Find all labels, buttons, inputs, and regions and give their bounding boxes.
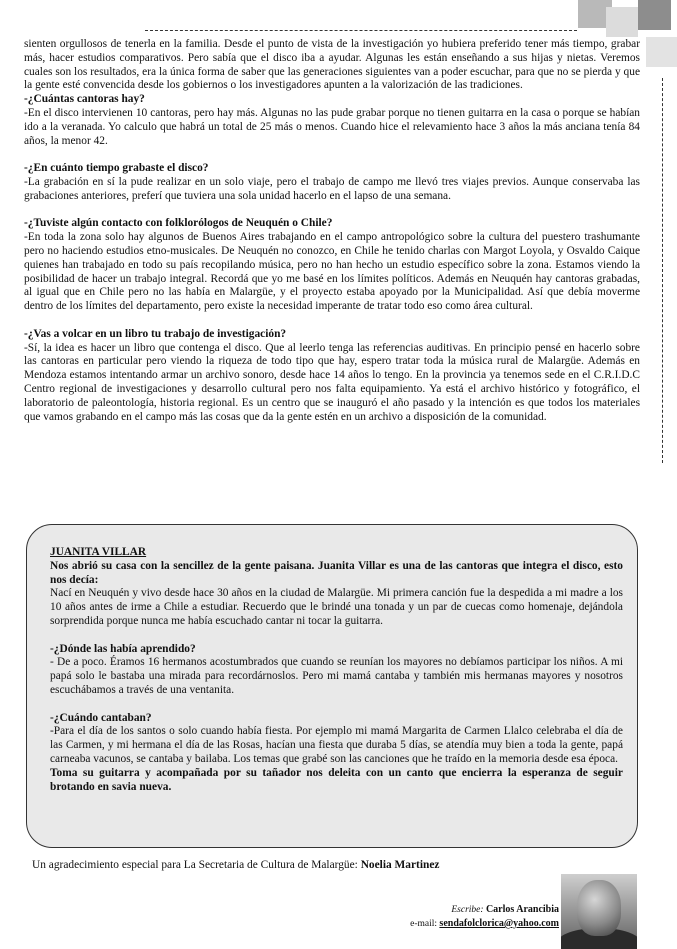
box-question: -¿Dónde las había aprendido? [50,642,196,655]
box-question: -¿Cuándo cantaban? [50,711,152,724]
decorative-square [638,0,671,30]
box-answer: - De a poco. Éramos 16 hermanos acostumbrados que cuando se reunían los mayores no debíamos participar los niños. A mi papá solo le bastaba una mirada para recordárnoslos. Pero mi mamá cantaba y también mis hermanas mayores y nosotros escuchábamos a través de una ventanita. [50,656,623,696]
credit-label: Escribe: [451,905,484,915]
author-photo [561,874,637,949]
email-label: e-mail: [410,919,438,929]
author-credit [410,903,559,931]
interview-answer: -En toda la zona solo hay algunos de Buenos Aires trabajando en el campo antropológico sobre la cultura del puestero trashumante pero no haciendo estudios etno-musicales. De Neuquén no conozco, en Chile he tenido charlas con Margot Loyola, y Osvaldo Caique quienes han trabajado en todo su país recopilando música, pero no han hecho un estudio específico sobre la zona. Estamos viendo la posibilidad de hacer un trabajo integral. Recordá que yo me basé en los límites políticos. Además en Neuquén hay cantoras grabadas, al igual que en Chile pero no las había en Malargüe, y el proyecto estaba apoyado por la Municipalidad. Así que debía moverme dentro de los límites del departamento, pero existe la necesidad imperante de tratar todo eso como área cultural. [24,231,640,313]
acknowledgement-text: Un agradecimiento especial para La Secretaria de Cultura de Malargüe: [32,859,361,871]
interview-question: -¿Cuántas cantoras hay? [24,93,145,106]
email-link[interactable]: sendafolclorica@yahoo.com [439,918,559,929]
paragraph: sienten orgullosos de tenerla en la familia. Desde el punto de vista de la investigación yo hubiera preferido tener más tiempo, grabar más, hacer estudios comparativos. Pero sabía que el disco iba a ayudar. Algunas les están enseñando a sus hijas y nietas. Veremos cuales son los resultados, era la única forma de saber que las generaciones siguientes van a poder escuchar, para que no se pierda y que la gente esté convencida desde los gobiernos o los investigadores apunten a la valorización de las tradiciones. [24,38,640,92]
decorative-square [606,7,638,37]
box-intro: Nos abrió su casa con la sencillez de la gente paisana. Juanita Villar es una de las cantoras que integra el disco, esto nos decía: [50,559,623,586]
interview-answer: -La grabación en sí la pude realizar en un solo viaje, pero el trabajo de campo me llevó tres viajes previos. Aunque conservaba las grabaciones anteriores, preferí que tuviera una sola unidad hacerlo en el lapso de una semana. [24,175,640,202]
interview-question: -¿Tuviste algún contacto con folklorólogos de Neuquén o Chile? [24,217,333,230]
box-paragraph: Nací en Neuquén y vivo desde hace 30 años en la ciudad de Malargüe. Mi primera canción fue la despedida a mi madre a los 10 años antes de irme a Chile a estudiar. Recuerdo que le brindé una tonada y un par de cuecas como homenaje, dejándola sorprendida porque nunca me había escuchado cantar ni tocar la guitarra. [50,587,623,627]
interview-answer: -Sí, la idea es hacer un libro que contenga el disco. Que al leerlo tenga las referencias auditivas. En principio pensé en hacerlo sobre las cantoras en particular pero viendo la riqueza de todo tipo que hay, espero tratar toda la música rural de Malargüe. Además en Mendoza estamos intentando armar un archivo sonoro, desde hace 14 años lo tengo. En la provincia ya tenemos sede en el C.R.I.D.C Centro regional de investigaciones y desarrollo cultural pero nos falta equipamiento. Ya está el archivo histórico y fotográfico, el laboratorio de paleontología, historia regional. Es un centro que se inauguró el año pasado y la intención es que todos los materiales que vamos grabando en el campo más las cosas que da la gente estén en un archivo a disposición de la comunidad. [24,341,640,423]
interview-question: -¿En cuánto tiempo grabaste el disco? [24,162,209,175]
box-answer: -Para el día de los santos o solo cuando había fiesta. Por ejemplo mi mamá Margarita de Carmen Llalco celebraba el día de las Carmen, y mi hermana el día de las Rosas, hacían una fiesta que duraba 5 días, se atendía muy bien a toda la gente, papá carneaba vacunos, se cantaba y bailaba. Los temas que grabé son las canciones que he traído en la memoria desde esa época. [50,725,623,765]
box-closing: Toma su guitarra y acompañada por su tañador nos deleita con un canto que encierra la esperanza de seguir brotando en savia nueva. [50,766,623,793]
interview-answer: -En el disco intervienen 10 cantoras, pero hay más. Algunas no las pude grabar porque no tienen guitarra en la casa o porque se habían ido a la veranada. Yo calculo que habrá un total de 25 más o menos. Cuando hice el relevamiento hace 3 años la más anciana tenía 84 años, la menor 42. [24,106,640,147]
article-body [24,38,640,424]
author-name: Carlos Arancibia [485,904,559,915]
right-dashed-rule [662,78,663,463]
interview-question: -¿Vas a volcar en un libro tu trabajo de investigación? [24,327,287,340]
box-title: JUANITA VILLAR [50,546,147,558]
acknowledgement [32,858,439,872]
sidebar-box-content [50,546,623,794]
top-dashed-rule [145,30,577,31]
decorative-square [646,37,677,67]
acknowledgement-name: Noelia Martinez [360,859,440,871]
